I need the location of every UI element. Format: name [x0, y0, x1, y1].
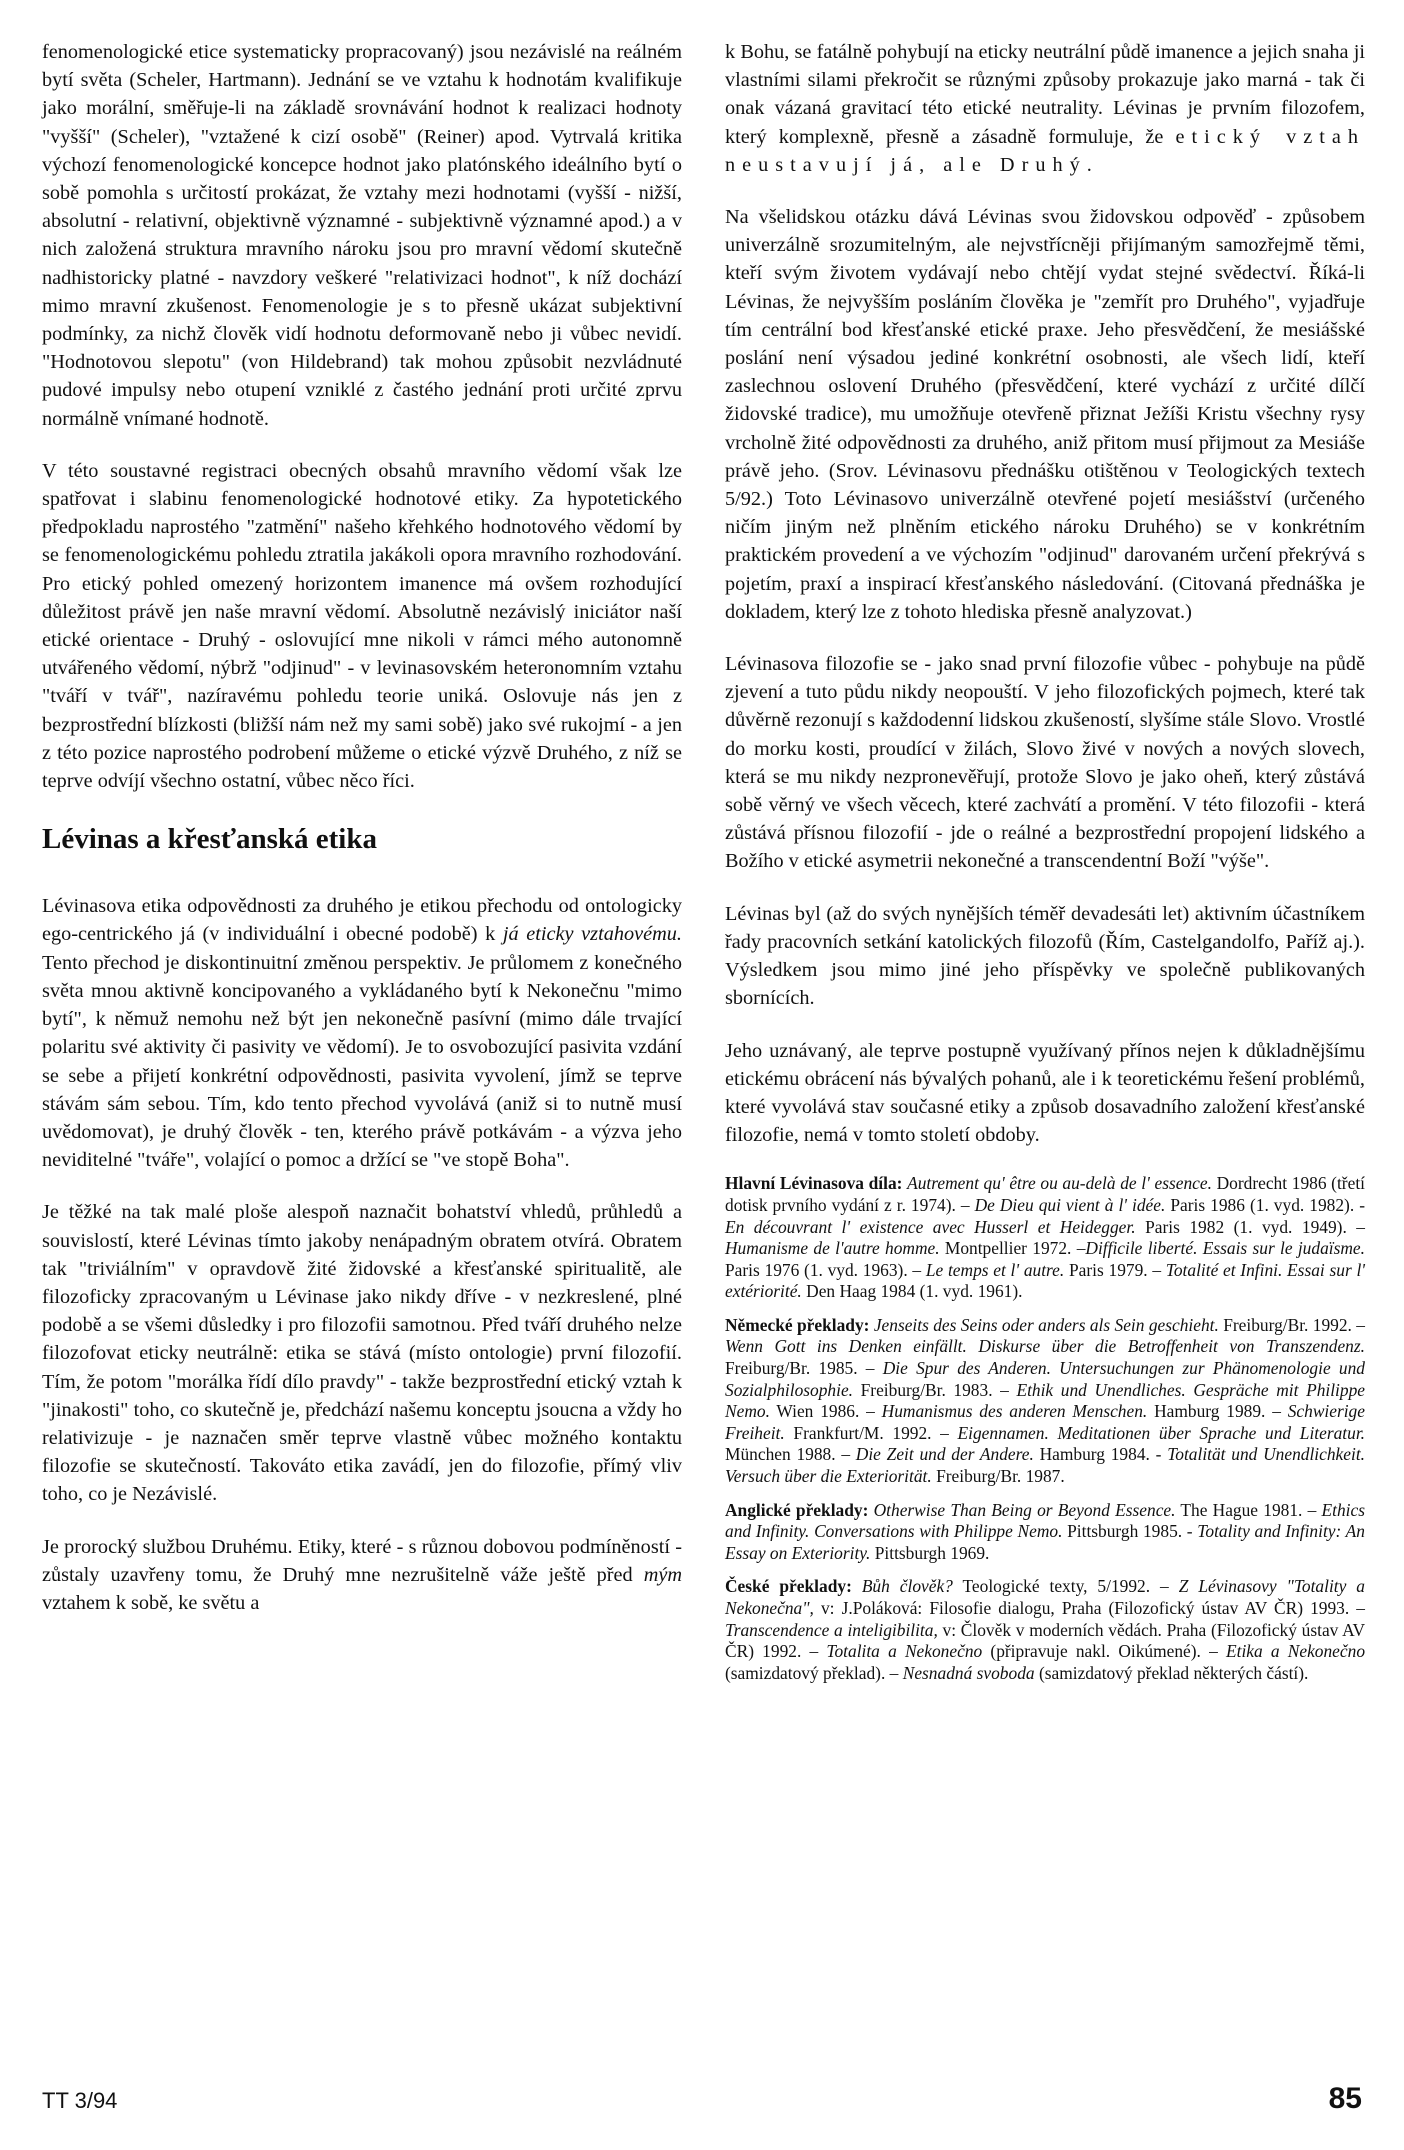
paragraph: Lévinas byl (až do svých nynějších téměř devadesáti let) aktivním účastníkem řady pracovních setkání katolických filozofů (Řím, Castelgandolfo, Paříž aj.). Výsledkem jsou mimo jiné jeho příspěvky ve společně publikovaných sbornících.: [725, 902, 1365, 1010]
work-title: Nesnadná svoboda: [902, 1662, 1035, 1683]
bibliography-entry-german: [725, 1315, 1365, 1488]
section-heading: Lévinas a křesťanská etika: [42, 823, 377, 856]
text-run: Freiburg/Br. 1987.: [931, 1466, 1065, 1487]
text-run: (samizdatový překlad). –: [725, 1662, 903, 1683]
text-run: Paris 1979. –: [1064, 1259, 1166, 1280]
text-run: The Hague 1981. –: [1175, 1499, 1322, 1520]
paragraph: [42, 892, 682, 1174]
text-run: Je prorocký službou Druhému. Etiky, které - s různou dobovou podmíněností - zůstaly uzavřeny tomu, že Druhý mne nezrušitelně váže ještě před: [42, 1535, 682, 1586]
text-run: (samizdatový překlad některých částí).: [1034, 1662, 1309, 1683]
bibliography-entry-main-works: [725, 1173, 1365, 1303]
text-run: v: J.Poláková: Filosofie dialogu, Praha (Filozofický ústav AV ČR) 1993. –: [813, 1598, 1365, 1618]
page-number: 85: [1328, 2082, 1362, 2115]
text-run: Hamburg 1989. –: [1147, 1401, 1288, 1422]
bibliography-heading: České překlady:: [725, 1576, 852, 1597]
bibliography-entry-english: [725, 1500, 1365, 1565]
text-run: Teologické texty, 5/1992. –: [952, 1576, 1179, 1597]
text-run: Tento přechod je diskontinuitní změnou perspektiv. Je průlomem z konečného světa mnou aktivně koncipovaného a vykládaného bytí k Nekonečnu "mimo bytí", k němuž nemohu než být jen nekonečně pasívní (mimo dále trvající polaritu své aktivity či pasivity ve vědomí). Je to osvobozující pasivita vzdání se sebe a přijetí konkrétní odpovědnosti, pasivita vyvolení, jímž se teprve stávám sám sebou. Tím, kdo tento přechod vyvolává (aniž si to nutně musí uvědomovat), je druhý člověk - ten, kterého právě potkávám - a výzva jeho neviditelné "tváře", volající o pomoc a držící se "ve stopě Boha".: [42, 951, 682, 1172]
work-title: Totalität und Unendlichkeit. Versuch über die Exteriorität.: [725, 1444, 1365, 1487]
text-run: Paris 1982 (1. vyd. 1949). –: [1135, 1216, 1365, 1237]
text-run: Freiburg/Br. 1992. –: [1218, 1314, 1365, 1335]
bibliography: [725, 1173, 1365, 1684]
work-title: Die Zeit und der Andere.: [855, 1444, 1034, 1465]
bibliography-heading: Hlavní Lévinasova díla:: [725, 1173, 903, 1194]
paragraph: fenomenologické etice systematicky propracovaný) jsou nezávislé na reálném bytí světa (Scheler, Hartmann). Jednání se ve vztahu k hodnotám kvalifikuje jako morální, směřuje-li na základě srovnávání hodnot k realizaci hodnoty "vyšší" (Scheler), "vztažené k cizí osobě" (Reiner) apod. Vytrvalá kritika výchozí fenomenologické koncepce hodnot jako platónského ideálního bytí o sobě pomohla s určitostí prokázat, že vztahy mezi hodnotami (vyšší - nižší, absolutní - relativní, objektivně významné - subjektivně významné apod.) a v nich založená struktura mravního nároku jsou pro mravní vědomí skutečně nadhistoricky platné - navzdory veškeré "relativizaci hodnot", k níž dochází mimo mravní zkušenost. Fenomenologie je s to přesně ukázat subjektivní podmínky, za nichž člověk vidí hodnotu deformovaně nebo ji vůbec nevidí. "Hodnotovou slepotu" (von Hildebrand) tak mohou způsobit nezvládnuté pudové impulsy nebo otupení vzniklé z častého jednání proti určité zprvu normálně vnímané hodnotě.: [42, 41, 682, 430]
work-title: De Dieu qui vient à l' idée.: [974, 1194, 1166, 1215]
right-column: [725, 38, 1365, 1696]
work-title: Ethik und Unendliches. Gespräche mit Philippe Nemo.: [725, 1379, 1365, 1422]
work-title: Totality and Infinity: An Essay on Exteriority.: [725, 1521, 1365, 1563]
work-title: Otherwise Than Being or Beyond Essence.: [873, 1499, 1176, 1520]
work-title: Schwierige Freiheit.: [725, 1401, 1365, 1443]
spaced-emphasis: etický vztah neustavují já, ale Druhý.: [725, 125, 1366, 176]
work-title: Difficile liberté. Essais sur le judaïsme.: [1085, 1238, 1365, 1259]
paragraph: [725, 38, 1365, 179]
left-column: [42, 38, 682, 1641]
text-run: Pittsburgh 1985. -: [1062, 1521, 1198, 1542]
text-run: Freiburg/Br. 1985. –: [725, 1358, 883, 1379]
text-run: Freiburg/Br. 1983. –: [853, 1379, 1017, 1400]
text-run: Dordrecht 1986 (třetí dotisk prvního vydání z r. 1974). –: [725, 1173, 1365, 1215]
work-title: Eigennamen. Meditationen über Sprache und Literatur.: [957, 1422, 1366, 1443]
text-run: München 1988. –: [725, 1444, 856, 1465]
work-title: Ethics and Infinity. Conversations with Philippe Nemo.: [725, 1499, 1365, 1542]
italic-text: mým: [643, 1563, 682, 1586]
paragraph: Je těžké na tak malé ploše alespoň naznačit bohatství vhledů, průhledů a souvislostí, které Lévinas tímto jakoby nenápadným obratem otvírá. Obratem tak "triviálním" v opravdově žité židovské a křesťanské spiritualitě, ale filozoficky zpracovaným u Lévinase jako nikdy dříve - v nezkreslené, plné podobě a se všemi důsledky i pro filozofii samotnou. Před tváří druhého nelze filozofovat eticky neutrálně: etika se stává (místo ontologie) první filozofií. Tím, že potom "morálka řídí dílo pravdy" - takže bezprostřední etický vztah k "jinakosti" toho, co skutečně je, předchází našemu konceptu jsoucna a vždy ho relativizuje - je naznačen směr teprve vlastně vůbec možného kontaktu filozofie se skutečností. Takováto etika zavádí, jen do filozofie, přímý vliv toho, co je Nezávislé.: [42, 1201, 682, 1506]
text-run: Den Haag 1984 (1. vyd. 1961).: [801, 1281, 1023, 1302]
text-run: v: Člověk v moderních vědách. Praha (Filozofický ústav AV ČR) 1992. –: [725, 1619, 1365, 1662]
work-title: Totalita a Nekonečno: [826, 1641, 983, 1662]
work-title: Wenn Gott ins Denken einfällt. Diskurse über die Betroffenheit von Transzendenz.: [725, 1336, 1365, 1357]
work-title: Z Lévinasovy "Totality a Nekonečna",: [725, 1576, 1365, 1618]
work-title: En découvrant l' existence avec Husserl et Heidegger.: [725, 1216, 1136, 1237]
work-title: Humanisme de l'autre homme.: [725, 1238, 940, 1259]
paragraph: V této soustavné registraci obecných obsahů mravního vědomí však lze spatřovat i slabinu fenomenologické hodnotové etiky. Za hypotetického předpokladu naprostého "zatmění" našeho křehkého hodnotového vědomí by se fenomenologickému pohledu ztratila jakákoli opora mravního rozhodování. Pro etický pohled omezený horizontem imanence má ovšem rozhodující důležitost právě jen naše mravní vědomí. Absolutně nezávislý iniciátor naší etické orientace - Druhý - oslovující mne nikoli v rámci mého autonomně utvářeného vědomí, nýbrž "odjinud" - v levinasovském heteronomním vztahu "tváří v tvář", nazíravému pohledu teorie uniká. Oslovuje nás jen z bezprostřední blízkosti (bližší nám než my sami sobě) jako své rukojmí - a jen z této pozice naprostého podrobení můžeme o etické výzvě Druhého, z níž se teprve odvíjí všechno ostatní, vůbec něco říci.: [42, 459, 682, 793]
text-run: Paris 1986 (1. vyd. 1982). -: [1165, 1194, 1365, 1215]
bibliography-heading: Německé překlady:: [725, 1314, 870, 1335]
paragraph: [42, 1533, 682, 1618]
paragraph: Lévinasova filozofie se - jako snad první filozofie vůbec - pohybuje na půdě zjevení a tuto půdu nikdy neopouští. V jeho filozofických pojmech, které tak důvěrně rezonují s každodenní lidskou zkušeností, slyšíme stále Slovo. Vrostlé do morku kosti, proudící v žilách, Slovo živé v nových a nových slovech, která se mu nikdy nezpronevěřují, protože Slovo je jako oheň, který zůstává sobě věrný ve všech věcech, které zachvátí a promění. V této filozofii - která zůstává přísnou filozofií - jde o reálné a bezprostřední propojení lidského a Božího v etické asymetrii nekonečné a transcendentní Boží "výše".: [725, 653, 1365, 873]
text-run: Montpellier 1972. –: [939, 1238, 1086, 1259]
text-run: vztahem k sobě, ke světu a: [42, 1591, 260, 1614]
text-run: Paris 1976 (1. vyd. 1963). –: [725, 1259, 926, 1280]
work-title: Bůh člověk?: [861, 1576, 953, 1597]
work-title: Etika a Nekonečno: [1225, 1641, 1366, 1662]
text-run: Frankfurt/M. 1992. –: [784, 1422, 958, 1443]
text-run: Pittsburgh 1969.: [870, 1542, 990, 1563]
text-run: Hamburg 1984. -: [1033, 1444, 1168, 1465]
text-run: Lévinasova etika odpovědnosti za druhého je etikou přechodu od ontologicky ego-centrického já (v individuální i obecné podobě) k: [42, 895, 682, 946]
work-title: Humanismus des anderen Menschen.: [881, 1401, 1148, 1422]
work-title: Transcendence a inteligibilita,: [725, 1619, 938, 1640]
italic-text: já eticky vztahovému.: [502, 923, 682, 946]
paragraph: Jeho uznávaný, ale teprve postupně využívaný přínos nejen k důkladnějšímu etickému obrácení nás bývalých pohanů, ale i k teoretickému řešení problémů, které vyvolává stav současné etiky a způsob dosavadního založení křesťanské filozofie, nemá v tomto století obdoby.: [725, 1039, 1365, 1147]
issue-label: TT 3/94: [42, 2088, 118, 2113]
work-title: Autrement qu' être ou au-delà de l' essence.: [907, 1173, 1212, 1194]
work-title: Totalité et Infini. Essai sur l' extériorité.: [725, 1259, 1365, 1302]
paragraph: Na všelidskou otázku dává Lévinas svou židovskou odpověď - způsobem univerzálně srozumitelným, ale nejvstřícněji přijímaným samozřejmě těmi, kteří svým životem vydávají nebo chtějí vydat stejné svědectví. Říká-li Lévinas, že nejvyšším posláním člověka je "zemřít pro Druhého", vyjadřuje tím centrální bod křesťanské etické praxe. Jeho přesvědčení, že mesiášské poslání není výsadou jediné konkrétní osobnosti, ale všech lidí, kteří zaslechnou oslovení Druhého (přesvědčení, které vychází z určité dílčí židovské tradice), mu umožňuje otevřeně přiznat Ježíši Kristu všechny rysy vrcholně žité odpovědnosti za druhého, aniž přitom musí přijmout za Mesiáše právě jeho. (Srov. Lévinasovu přednášku otištěnou v Teologických textech 5/92.) Toto Lévinasovo univerzálně otevřené pojetí mesiášství (určeného ničím jiným než plněním etického nároku Druhého) se v konkrétním praktickém provedení a ve výchozím "odjinud" darovaném určení překrývá s pojetím, praxí a inspirací křesťanského následování. (Citovaná přednáška je dokladem, který lze z tohoto hlediska přesně analyzovat.): [725, 206, 1365, 623]
work-title: Jenseits des Seins oder anders als Sein geschieht.: [873, 1314, 1219, 1335]
text-run: k Bohu, se fatálně pohybují na eticky neutrální půdě imanence a jejich snaha ji vlastními silami překročit se různými způsoby prokazuje jako marná - tak či onak vázaná gravitací této etické neutrality. Lévinas je prvním filozofem, který komplexně, přesně a zásadně formuluje, že: [725, 41, 1365, 148]
bibliography-heading: Anglické překlady:: [725, 1499, 869, 1520]
text-run: (připravuje nakl. Oikúmené). –: [982, 1641, 1226, 1662]
bibliography-entry-czech: [725, 1576, 1365, 1684]
work-title: Le temps et l' autre.: [925, 1259, 1065, 1280]
text-run: Wien 1986. –: [769, 1401, 882, 1422]
work-title: Die Spur des Anderen. Untersuchungen zur Phänomenologie und Sozialphilosophie.: [725, 1358, 1365, 1400]
